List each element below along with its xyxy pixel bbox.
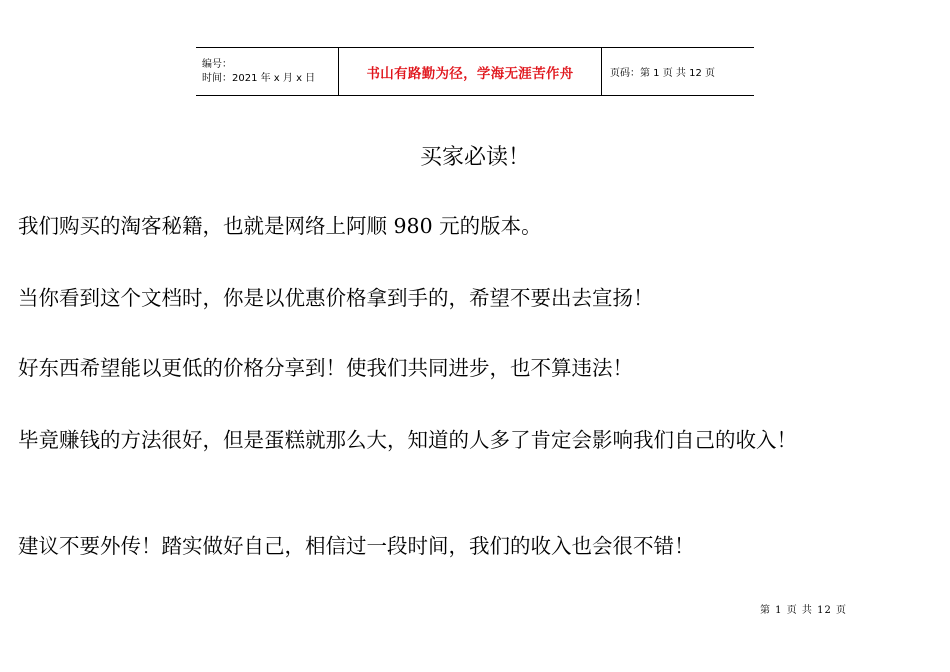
header-page-cell xyxy=(602,48,754,95)
header-page-code: 页码：第 1 页 共 12 页 xyxy=(610,68,715,79)
serial-label: 编号： xyxy=(202,58,232,70)
paragraph-1: 我们购买的淘客秘籍，也就是网络上阿顺 980 元的版本。 xyxy=(18,214,542,238)
paragraph-4: 毕竟赚钱的方法很好，但是蛋糕就那么大，知道的人多了肯定会影响我们自己的收入！ xyxy=(18,428,797,452)
paragraph-2: 当你看到这个文档时，你是以优惠价格拿到手的，希望不要出去宣扬！ xyxy=(18,286,654,310)
header-motto: 书山有路勤为径，学海无涯苦作舟 xyxy=(366,65,574,82)
document-title: 买家必读！ xyxy=(419,145,530,170)
paragraph-3: 好东西希望能以更低的价格分享到！使我们共同进步，也不算违法！ xyxy=(18,356,633,380)
footer-page-number: 第 1 页 共 12 页 xyxy=(760,605,847,616)
header-meta-cell xyxy=(196,48,338,95)
document-header xyxy=(196,47,754,96)
time-label: 时间：2021 年 x 月 x 日 xyxy=(202,72,316,84)
header-motto-cell xyxy=(338,48,602,95)
paragraph-5: 建议不要外传！踏实做好自己，相信过一段时间，我们的收入也会很不错！ xyxy=(18,534,695,558)
